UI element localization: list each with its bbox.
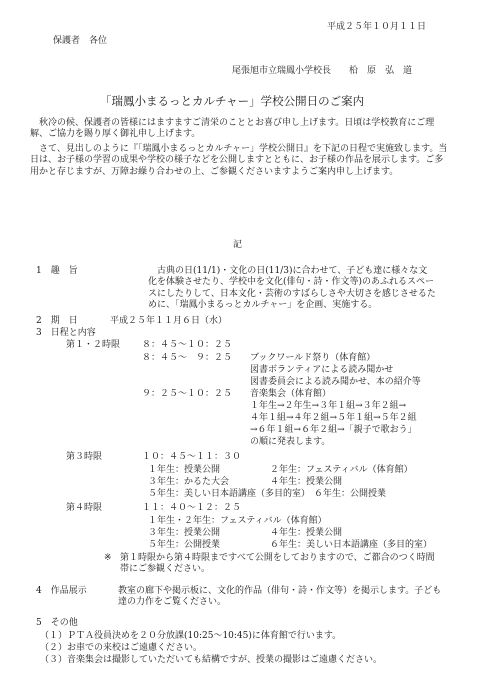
period-3-grade-5: ５年生：美しい日本語講座（多目的室）	[148, 489, 311, 499]
period-3-grade-1: １年生：授業公開	[148, 465, 221, 475]
document-title: 「瑞鳳小まるっとカルチャー」学校公開日のご案内	[100, 94, 365, 108]
period-3-grade-3: ３年生：かるた大会	[148, 477, 230, 487]
period-4-time: １１：４０～１２：２５	[142, 503, 242, 513]
section-2-label: 2 期 日	[36, 316, 78, 326]
section-4-text: 教室の廊下や掲示板に、文化的作品（俳句・詩・作文等）を掲示します。子ども達の力作をご覧ください。	[118, 586, 442, 608]
music-order-line-3: →６年１組→６年２組→「親子で歌おう」	[250, 425, 417, 435]
note-text: 第１時限から第４時限まですべて公開をしておりますので、ご都合のつく時間帯にご参観ください。	[120, 553, 435, 575]
period-1-2-label: 第１・２時限	[66, 340, 121, 350]
book-world-event: ブックワールド祭り（体育館）	[250, 353, 376, 363]
addressee: 保護者 各位	[53, 36, 108, 46]
section-5-label: 5 その他	[36, 618, 78, 628]
other-item-1: （１）ＰＴＡ役員決めを２０分放課(10:25～10:45)に体育館で行います。	[40, 631, 342, 641]
volunteer-reading: 図書ボランティアによる読み聞かせ	[250, 365, 394, 375]
other-item-3: （３）音楽集会は撮影していただいても結構ですが、授業の撮影はご遠慮ください。	[40, 655, 383, 665]
period-3-grade-6: ６年生：公開授業	[314, 489, 387, 499]
period-3-label: 第３時限	[66, 452, 103, 462]
period-4-label: 第４時限	[66, 503, 103, 513]
section-4-label: 4 作品展示	[36, 586, 87, 596]
period-4-grade-6: ６年生：美しい日本語講座（多目的室）	[270, 540, 433, 550]
other-item-2: （２）お車での来校はご遠慮ください。	[40, 643, 203, 653]
sender-name: 尾張旭市立瑞鳳小学校長 柗 原 弘 道	[232, 66, 413, 76]
period-3-grade-4: ４年生：授業公開	[270, 477, 343, 487]
intro-paragraph-2: さて、見出しのように『「瑞鳳小まるっとカルチャー」学校公開日』を下記の日程で実施致します。当日は、お子様の学習の成果や学校の様子などを公開しますとともに、お子様の作品を展示します。ご多用かと存じますが、万障お繰り合わせの上、ご参観くださいますようご案内申し上げます。	[30, 144, 448, 177]
period-3-grade-2: ２年生：フェスティバル（体育館）	[270, 465, 413, 475]
section-1-text: 古典の日(11/1)・文化の日(11/3)に合わせて、子ども達に様々な文化を体験させたり、学校中を文化(俳句・詩・作文等)のあふれるスペースにしたりして、日本文化・芸術のすばらしさや大切さを感じさせるために、「瑞鳳小まるっとカルチャー」を企画、実施する。	[148, 266, 436, 310]
period-1-2-sub-b-time: ９：２５～１０：２５	[142, 389, 233, 399]
library-committee-reading: 図書委員会による読み聞かせ、本の紹介等	[250, 377, 421, 387]
music-assembly-event: 音楽集会（体育館）	[250, 389, 332, 399]
period-1-2-time: ８：４５～１０：２５	[142, 340, 233, 350]
section-2-date: 平成２５年１１月６日（水）	[110, 316, 228, 326]
music-order-line-2: ４年１組→４年２組→５年１組→５年２組	[250, 413, 417, 423]
note-mark: ※	[104, 553, 112, 563]
period-4-grade-3: ３年生：授業公開	[148, 528, 221, 538]
document-date: 平成２５年１０月１１日	[327, 22, 427, 32]
music-order-line-1: １年生→２年生→３年１組→３年２組→	[250, 401, 407, 411]
section-3-label: 3 日程と内容	[36, 328, 96, 338]
ki-heading: 記	[233, 240, 243, 250]
intro-paragraph-1: 秋冷の候、保護者の皆様にはますますご清栄のこととお喜び申し上げます。日頃は学校教育にご理解、ご協力を賜り厚く御礼申し上げます。	[30, 118, 435, 140]
section-1-label: 1 趣 旨	[36, 266, 78, 276]
period-1-2-sub-a-time: ８：４５～ ９：２５	[142, 353, 233, 363]
music-order-line-4: の順に発表します。	[250, 437, 331, 447]
period-3-time: １０：４５～１１：３０	[142, 452, 242, 462]
period-4-grade-4: ４年生：授業公開	[270, 528, 343, 538]
period-4-grade-5: ５年生：公開授業	[148, 540, 221, 550]
period-4-grades-1-2: １年生・２年生：フェスティバル（体育館）	[148, 516, 327, 526]
